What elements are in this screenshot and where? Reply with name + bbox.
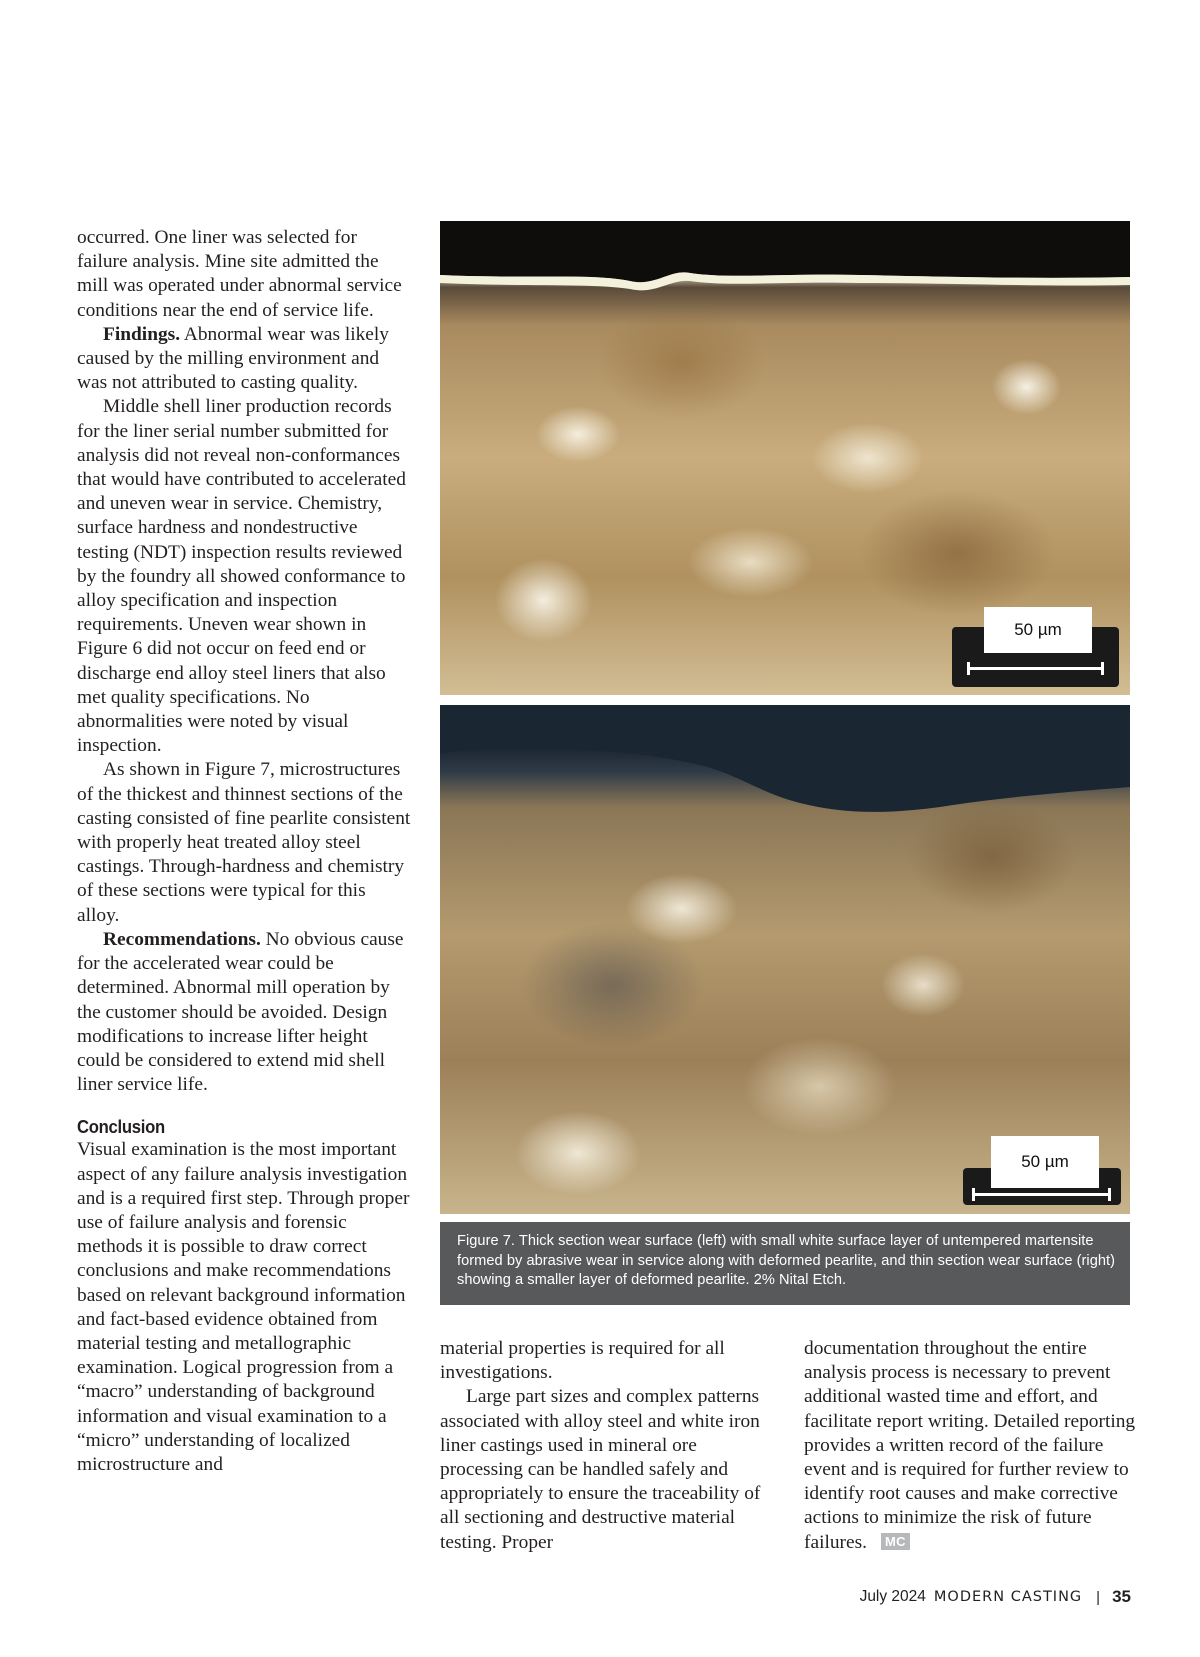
paragraph-documentation xyxy=(804,1337,1139,1555)
findings-label: Findings. xyxy=(103,323,181,345)
paragraph-recommendations xyxy=(77,928,412,1097)
recommendations-label: Recommendations. xyxy=(103,928,261,950)
paragraph-findings xyxy=(77,323,412,396)
figure-caption: Figure 7. Thick section wear surface (left) with small white surface layer of untempered martensite formed by abrasive wear in service along with deformed pearlite, and thin section wear surface (right) showing a smaller layer of deformed pearlite. 2% Nital Etch. xyxy=(440,1222,1130,1305)
wear-surface-layer xyxy=(440,221,1130,311)
findings-text: Abnormal wear was likely caused by the milling environment and was not attributed to casting quality. xyxy=(77,323,389,394)
scale-label-top: 50 µm xyxy=(984,607,1092,653)
footer-separator: | xyxy=(1096,1588,1101,1606)
left-column xyxy=(77,226,412,1477)
paragraph-production-records: Middle shell liner production records for the liner serial number submitted for analysis did not reveal non-conformances that would have contributed to accelerated and uneven wear in service. Chemistry, surface hardness and nondestructive testing (NDT) inspection results reviewed by the foundry all showed conformance to alloy specification and inspection requirements. Uneven wear shown in Figure 6 did not occur on feed end or discharge end alloy steel liners that also met quality specifications. No abnormalities were noted by visual inspection. xyxy=(77,396,406,757)
paragraph-microstructures: As shown in Figure 7, microstructures of the thickest and thinnest sections of the casting consisted of fine pearlite consistent with properly heat treated alloy steel castings. Through-hardness and chemistry of these sections were typical for this alloy. xyxy=(77,759,411,926)
publication-name: MODERN CASTING xyxy=(933,1589,1083,1605)
right-column xyxy=(804,1337,1139,1555)
issue-date: July 2024 xyxy=(859,1588,926,1605)
recommendations-text: No obvious cause for the accelerated wear could be determined. Abnormal mill operation by the customer should be avoided. Design modifications to increase lifter height could be considered to extend mid shell liner service life. xyxy=(77,928,404,1096)
conclusion-heading: Conclusion xyxy=(77,1116,165,1138)
documentation-text: documentation throughout the entire analysis process is necessary to prevent additional wasted time and effort, and facilitate report writing. Detailed reporting provides a written record of the failure event and is required for further review to identify root causes and make corrective actions to minimize the risk of future failures. xyxy=(804,1338,1136,1553)
micrograph-thick-section xyxy=(440,221,1130,695)
scale-bar-bottom xyxy=(972,1193,1111,1196)
wear-surface-edge xyxy=(440,705,1130,825)
paragraph-large-part-sizes: Large part sizes and complex patterns associated with alloy steel and white iron liner castings used in mineral ore processing can be handled safely and appropriately to ensure the traceability of all sectioning and destructive material testing. Proper xyxy=(440,1386,761,1553)
scale-label-bottom: 50 µm xyxy=(991,1136,1099,1188)
micrograph-thin-section xyxy=(440,705,1130,1214)
scale-bar-top xyxy=(967,667,1104,670)
middle-column xyxy=(440,1337,775,1555)
paragraph-conclusion: Visual examination is the most important aspect of any failure analysis investigation and is a required first step. Through proper use of failure analysis and forensic methods it is possible to draw correct conclusions and make recommendations based on relevant background information and fact-based evidence obtained from material testing and metallographic examination. Logical progression from a “macro” understanding of background information and visual examination to a “micro” understanding of localized microstructure and xyxy=(77,1139,410,1475)
paragraph-intro: occurred. One liner was selected for failure analysis. Mine site admitted the mill was operated under abnormal service conditions near the end of service life. xyxy=(77,227,402,321)
paragraph-material-properties: material properties is required for all investigations. xyxy=(440,1338,725,1384)
end-of-article-mark: MC xyxy=(881,1533,910,1550)
page-footer xyxy=(860,1587,1131,1607)
page-number: 35 xyxy=(1112,1587,1131,1606)
